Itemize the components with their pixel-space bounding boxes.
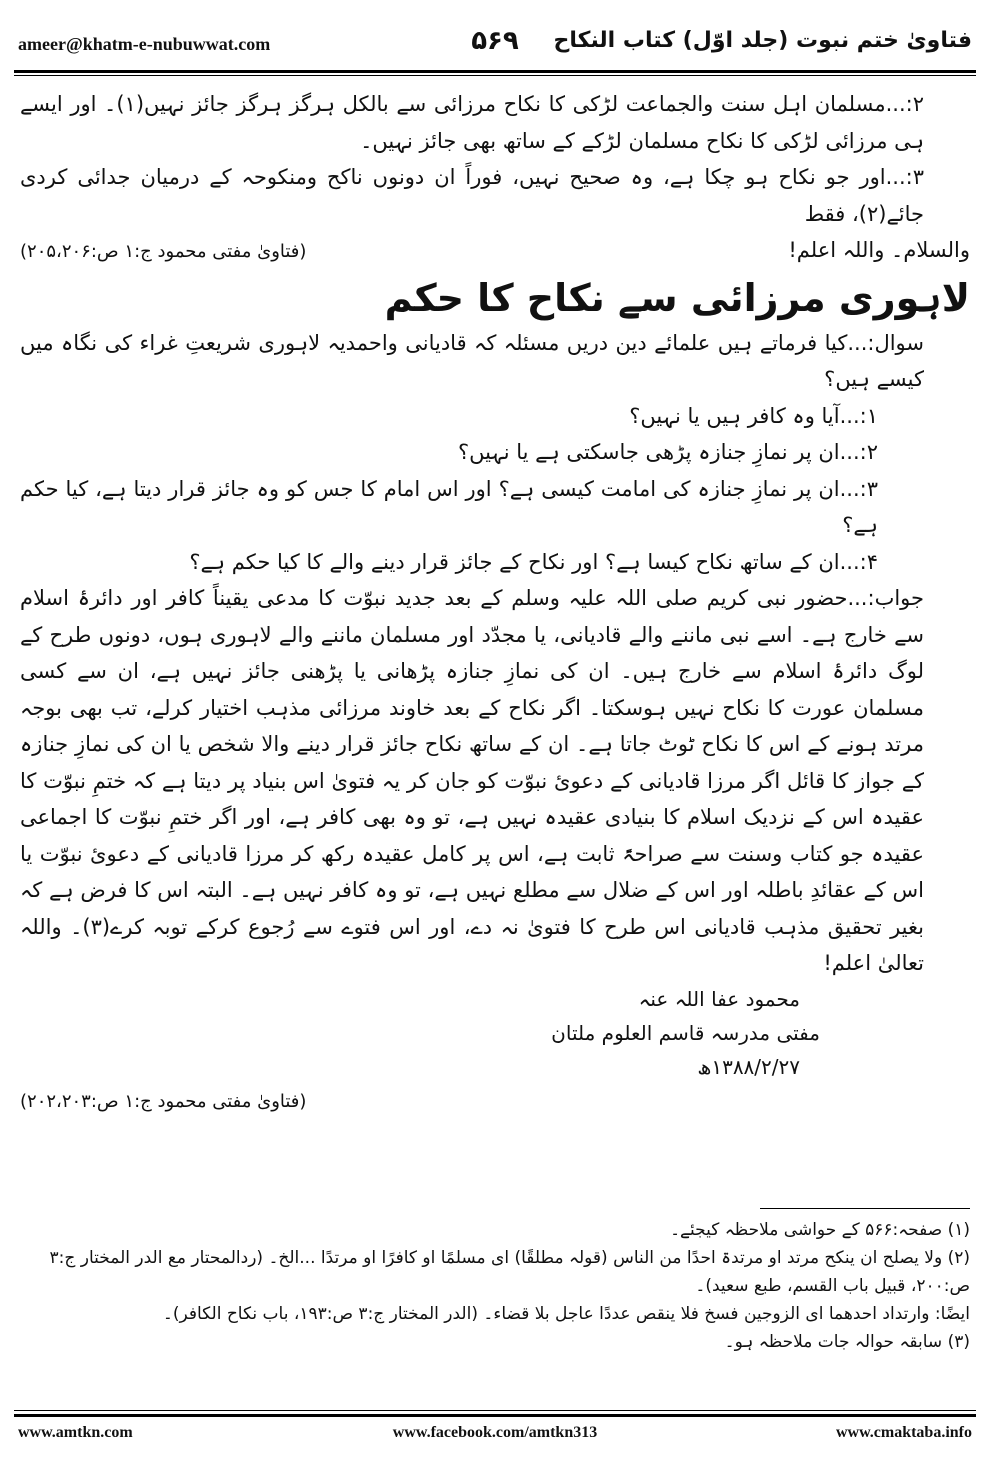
footnote-2b: ایضًا: وارتداد احدھما ای الزوجین فسخ فلا ینقص عددًا عاجل بلا قضاء۔ (الدر المختار ج:۳ ص:۱۹۳، باب نکاح الکافر)۔	[162, 1304, 970, 1324]
running-title: فتاویٰ ختم نبوت (جلد اوّل) کتاب النکاح	[553, 28, 972, 53]
signature-date: ۱۳۸۸/۲/۲۷ھ	[697, 1054, 800, 1079]
main-text	[20, 86, 970, 1120]
answer: جواب:...حضور نبی کریم صلی اللہ علیہ وسلم کے بعد جدید نبوّت کا مدعی یقیناً کافر اور دائرۂ اسلام سے خارج ہے۔ اسے نبی ماننے والے قادیانی، یا مجدّد اور مسلمان ماننے والے لاہوری ہوں، دونوں طرح کے لوگ دائرۂ اسلام سے خارج ہیں۔ ان کی نمازِ جنازہ پڑھانی یا پڑھنی جائز نہیں ہے، ان سے کسی مسلمان عورت کا نکاح نہیں ہوسکتا۔ اگر نکاح کے بعد خاوند مرزائی مذہب اختیار کرلے، تب بھی بوجہ مرتد ہونے کے اس کا نکاح ٹوٹ جاتا ہے۔ ان کے ساتھ نکاح جائز قرار دینے والا شخص یا ان کی نمازِ جنازہ کے جواز کا قائل اگر مرزا قادیانی کے دعویٔ نبوّت کو جان کر یہ فتویٰ اس بنیاد پر دیتا ہے کہ ختمِ نبوّت کا عقیدہ اس کے نزدیک اسلام کا بنیادی عقیدہ نہیں ہے، تو وہ بھی کافر ہے، اور اگر ختمِ نبوّت کا اجماعی عقیدہ جو کتاب وسنت سے صراحۃً ثابت ہے، اس پر کامل عقیدہ رکھ کر مرزا قادیانی کے دعویٔ نبوّت یا اس کے عقائدِ باطلہ اور اس کے ضلال سے مطلع نہیں ہے، تو وہ کافر نہیں ہے۔ البتہ اس کا فرض ہے کہ بغیر تحقیق مذہب قادیانی اس طرح کا فتویٰ نہ دے، اور اس فتوے سے رُجوع کرکے توبہ کرے(۳)۔ واللہ تعالیٰ اعلم!	[20, 586, 925, 975]
footnote-2: (۲) ولا یصلح ان ینکح مرتد او مرتدۃ احدًا من الناس (قولہ مطلقًا) ای مسلمًا او کافرًا او مرتدًا ...الخ۔ (ردالمحتار مع الدر المختار ج:۳ ص:۲۰۰، قبیل باب القسم، طبع سعید)۔	[49, 1248, 970, 1296]
header-rule	[14, 70, 976, 73]
reference-1: (فتاویٰ مفتی محمود ج:۱ ص:۲۰۵،۲۰۶)	[20, 241, 307, 262]
reference-2: (فتاویٰ مفتی محمود ج:۱ ص:۲۰۲،۲۰۳)	[20, 1090, 307, 1112]
paragraph-2: ۲:...مسلمان اہل سنت والجماعت لڑکی کا نکاح مرزائی سے بالکل ہرگز ہرگز جائز نہیں(۱)۔ اور ایسے ہی مرزائی لڑکی کا نکاح مسلمان لڑکے کے ساتھ بھی جائز نہیں۔	[20, 92, 924, 153]
footnotes	[20, 1216, 970, 1356]
page-number: ۵۶۹	[471, 26, 519, 56]
footnote-1: (۱) صفحہ:۵۶۶ کے حواشی ملاحظہ کیجئے۔	[670, 1220, 970, 1240]
signature-block	[20, 982, 970, 1084]
page-header	[18, 24, 972, 64]
question-2: ۲:...ان پر نمازِ جنازہ پڑھی جاسکتی ہے یا نہیں؟	[457, 440, 878, 464]
page-footer	[18, 1424, 972, 1448]
question: سوال:...کیا فرماتے ہیں علمائے دین دریں مسئلہ کہ قادیانی واحمدیہ لاہوری شریعتِ غراء کی نگاہ میں کیسے ہیں؟	[20, 330, 924, 391]
footer-rule-thin	[14, 1410, 976, 1411]
question-1: ۱:...آیا وہ کافر ہیں یا نہیں؟	[629, 403, 878, 428]
footnote-3: (۳) سابقہ حوالہ جات ملاحظہ ہو۔	[724, 1332, 970, 1352]
header-rule-thin	[14, 75, 976, 76]
header-email[interactable]: ameer@khatm-e-nubuwwat.com	[18, 34, 271, 54]
signature-title: مفتی مدرسہ قاسم العلوم ملتان	[551, 1020, 820, 1045]
footer-link-right[interactable]: www.cmaktaba.info	[835, 1424, 972, 1441]
paragraph-3: ۳:...اور جو نکاح ہو چکا ہے، وہ صحیح نہیں، فوراً ان دونوں ناکح ومنکوحہ کے درمیان جدائی کردی جائے(۲)، فقط	[20, 165, 924, 226]
question-3: ۳:...ان پر نمازِ جنازہ کی امامت کیسی ہے؟ اور اس امام کا جس کو وہ جائز قرار دیتا ہے، کیا حکم ہے؟	[20, 476, 878, 537]
question-4: ۴:...ان کے ساتھ نکاح کیسا ہے؟ اور نکاح کے جائز قرار دینے والے کا کیا حکم ہے؟	[189, 549, 878, 574]
paragraph-3-end: والسلام۔ واللہ اعلم!	[788, 238, 970, 262]
footer-link-center[interactable]: www.facebook.com/amtkn313	[392, 1424, 598, 1441]
footer-link-left[interactable]: www.amtkn.com	[18, 1424, 133, 1441]
paragraph-3-end-row	[20, 232, 970, 271]
footer-rule	[14, 1414, 976, 1417]
footnote-rule	[760, 1208, 970, 1209]
signature-name: محمود عفا اللہ عنہ	[638, 986, 800, 1011]
section-title: لاہوری مرزائی سے نکاح کا حکم	[384, 275, 970, 320]
